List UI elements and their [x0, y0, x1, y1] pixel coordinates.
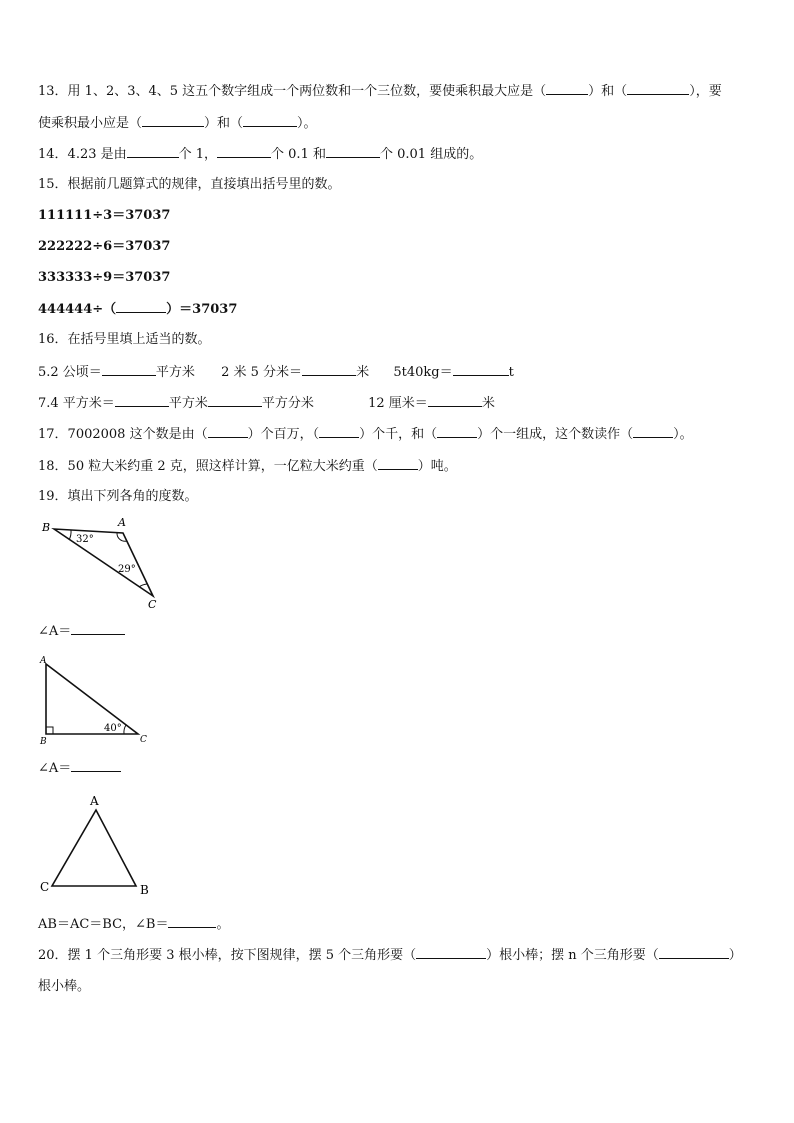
- q16-r2-e: 米: [481, 396, 495, 411]
- q19-title: 19．填出下列各角的度数。: [38, 489, 198, 504]
- q17-blank-millions[interactable]: [208, 425, 248, 438]
- triangle-1-angle-b: 32°: [76, 534, 94, 545]
- triangle-1-label-a: A: [118, 516, 126, 529]
- triangle-2-outline: [46, 664, 138, 734]
- q19-triangle-3: [38, 790, 158, 898]
- q16-blank-4[interactable]: [115, 394, 169, 407]
- q19-ans1-text: ∠A＝: [38, 624, 72, 639]
- q16-blank-3[interactable]: [453, 363, 509, 376]
- q19-ans2-text: ∠A＝: [38, 761, 72, 776]
- q19-blank-3[interactable]: [168, 915, 216, 928]
- right-angle-mark: [46, 727, 53, 734]
- q18-text-b: ）吨。: [417, 459, 457, 474]
- q14-text-d: 个 0.01 组成的。: [379, 147, 483, 162]
- q16-r1-b: 平方米: [155, 365, 195, 380]
- q13-blank-max-2[interactable]: [627, 82, 689, 95]
- q16-r2-c: 平方分米: [261, 396, 314, 411]
- q15-title: 15．根据前几题算式的规律，直接填出括号里的数。: [38, 177, 341, 192]
- q14-line: [38, 145, 482, 164]
- q20-line1: [38, 946, 742, 965]
- q20-text-b: ）根小棒；摆 n 个三角形要（: [486, 948, 659, 963]
- q16-row1: [38, 363, 514, 382]
- triangle-1-arc-b: [69, 530, 71, 540]
- q18-line: [38, 457, 457, 476]
- q13-text-e: ）和（: [204, 116, 244, 131]
- q17-text-d: ）个一组成，这个数读作（: [477, 427, 634, 442]
- q19-blank-2[interactable]: [71, 759, 121, 772]
- q17-blank-thousands[interactable]: [319, 425, 359, 438]
- q15-eq1: 111111÷3＝37037: [38, 208, 171, 223]
- q19-triangle-2: [38, 652, 158, 748]
- triangle-3-label-b: B: [140, 883, 149, 897]
- q19-answer-2: [38, 759, 121, 778]
- q16-r2-d: 12 厘米＝: [368, 396, 428, 411]
- q15-eq4: [38, 300, 237, 319]
- q14-text-c: 个 0.1 和: [271, 147, 326, 162]
- q17-text-e: ）。: [673, 427, 693, 442]
- q16-r2-b: 平方米: [168, 396, 208, 411]
- triangle-3-outline: [52, 810, 136, 886]
- q13-text-c: ），要: [689, 84, 722, 99]
- q16-blank-2[interactable]: [302, 363, 356, 376]
- triangle-2-label-c: C: [140, 735, 147, 745]
- q16-r1-c: 2 米 5 分米＝: [221, 365, 303, 380]
- q14-blank-tenths[interactable]: [217, 145, 271, 158]
- q16-blank-5[interactable]: [208, 394, 262, 407]
- triangle-1-arc-c: [139, 584, 147, 587]
- q20-blank-five[interactable]: [416, 946, 486, 959]
- q20-line2: 根小棒。: [38, 979, 91, 994]
- q16-row2: [38, 394, 495, 413]
- triangle-3-label-a: A: [90, 794, 99, 808]
- q19-answer-1: [38, 622, 125, 641]
- q20-text-c: ）: [728, 948, 742, 963]
- triangle-2-arc-c: [124, 725, 126, 734]
- q17-blank-ones[interactable]: [437, 425, 477, 438]
- q18-text-a: 18．50 粒大米约重 2 克，照这样计算，一亿粒大米约重（: [38, 459, 378, 474]
- q16-blank-6[interactable]: [428, 394, 482, 407]
- q14-blank-hundredths[interactable]: [326, 145, 380, 158]
- q13-blank-min-2[interactable]: [243, 114, 297, 127]
- triangle-2-label-a: A: [40, 656, 47, 666]
- q13-text-b: ）和（: [588, 84, 628, 99]
- q13-blank-max-1[interactable]: [546, 82, 588, 95]
- q13-text-f: ）。: [297, 116, 317, 131]
- q20-text-a: 20．摆 1 个三角形要 3 根小棒，按下图规律，摆 5 个三角形要（: [38, 948, 417, 963]
- q19-answer-3: [38, 915, 229, 934]
- q16-r1-f: t: [508, 365, 514, 380]
- q16-blank-1[interactable]: [102, 363, 156, 376]
- q16-title: 16．在括号里填上适当的数。: [38, 332, 211, 347]
- q16-r1-e: 5t40kg＝: [393, 365, 453, 380]
- q16-r2-a: 7.4 平方米＝: [38, 396, 115, 411]
- triangle-2-label-b: B: [40, 737, 47, 747]
- q16-r1-d: 米: [356, 365, 370, 380]
- q15-blank-divisor[interactable]: [116, 300, 166, 313]
- q13-text-d: 使乘积最小应是（: [38, 116, 143, 131]
- triangle-1-angle-c: 29°: [118, 564, 136, 575]
- q19-ans3-text: AB＝AC＝BC，∠B＝: [38, 917, 169, 932]
- q15-eq2: 222222÷6＝37037: [38, 239, 171, 254]
- q16-r1-a: 5.2 公顷＝: [38, 365, 102, 380]
- q20-blank-n[interactable]: [659, 946, 729, 959]
- q14-blank-ones[interactable]: [127, 145, 179, 158]
- q15-eq4-b: ）＝37037: [166, 302, 238, 317]
- q13-line1: [38, 82, 722, 101]
- q17-blank-reading[interactable]: [633, 425, 673, 438]
- triangle-2-angle-c: 40°: [104, 723, 122, 734]
- q17-text-a: 17．7002008 这个数是由（: [38, 427, 208, 442]
- q19-ans3-end: 。: [216, 917, 230, 932]
- q13-blank-min-1[interactable]: [142, 114, 204, 127]
- q13-text-a: 13．用 1、2、3、4、5 这五个数字组成一个两位数和一个三位数，要使乘积最大应是（: [38, 84, 547, 99]
- q17-text-c: ）个千，和（: [359, 427, 438, 442]
- q13-line2: [38, 114, 317, 133]
- q19-triangle-1: [38, 514, 168, 614]
- triangle-1-outline: [54, 529, 153, 596]
- q14-text-a: 14．4.23 是由: [38, 147, 127, 162]
- triangle-1-label-b: B: [42, 521, 51, 534]
- triangle-1-label-c: C: [148, 598, 157, 611]
- q15-eq4-a: 444444÷（: [38, 302, 117, 317]
- q18-blank-tons[interactable]: [378, 457, 418, 470]
- q14-text-b: 个 1，: [178, 147, 218, 162]
- q19-blank-1[interactable]: [71, 622, 125, 635]
- q17-text-b: ）个百万，（: [247, 427, 320, 442]
- q15-eq3: 333333÷9＝37037: [38, 270, 171, 285]
- q17-line: [38, 425, 693, 444]
- triangle-3-label-c: C: [40, 880, 50, 894]
